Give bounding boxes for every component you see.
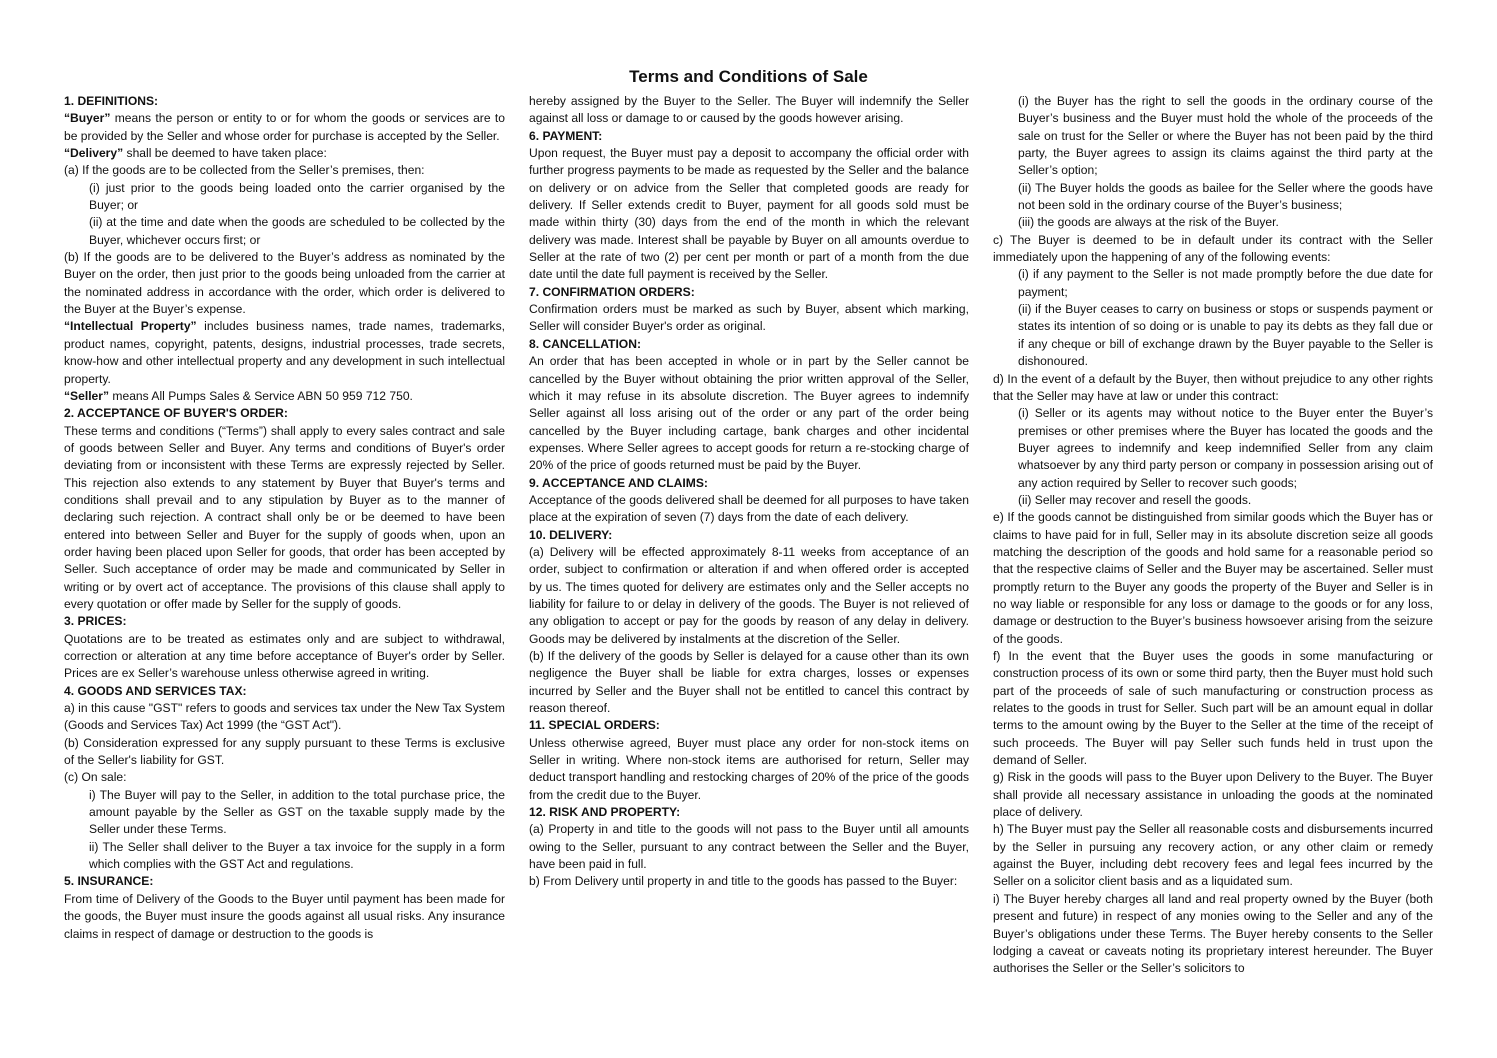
- sub-clause: i) The Buyer will pay to the Seller, in addition to the total purchase price, the amount payable by the Seller as GST on the taxable supply made by the Seller under these Terms.: [89, 787, 505, 837]
- section-heading: 7. CONFIRMATION ORDERS:: [529, 284, 695, 299]
- sub-clause: (ii) Seller may recover and resell the goods.: [1018, 492, 1252, 507]
- paragraph: These terms and conditions (“Terms”) shall apply to every sales contract and sale of goods between Seller and Buyer. Any terms and conditions of Buyer's order deviating from or inconsistent with these Terms are expressly rejected by Seller. This rejection also extends to any statement by Buyer that Buyer's terms and conditions shall prevail and to any stipulation by Buyer as to the manner of declaring such rejection. A contract shall only be or be deemed to have been entered into between Seller and Buyer for the supply of goods when, upon an order having been placed upon Seller for goods, that order has been accepted by Seller. Such acceptance of order may be made and communicated by Seller in writing or by overt act of acceptance. The provisions of this clause shall apply to every quotation or offer made by Seller for the supply of goods.: [64, 423, 505, 611]
- sub-clause: (ii) The Buyer holds the goods as bailee for the Seller where the goods have not been sold in the ordinary course of the Buyer’s business;: [1018, 180, 1433, 213]
- text-column-2: [529, 93, 969, 983]
- section-heading: 5. INSURANCE:: [64, 874, 154, 889]
- paragraph: hereby assigned by the Buyer to the Seller. The Buyer will indemnify the Seller against all loss or damage to or caused by the goods however arising.: [529, 94, 969, 126]
- paragraph: c) The Buyer is deemed to be in default under its contract with the Seller immediately upon the happening of any of the following events:: [993, 232, 1433, 265]
- text-column-3: [993, 93, 1433, 983]
- section-heading: 2. ACCEPTANCE OF BUYER'S ORDER:: [64, 406, 288, 421]
- defined-term: “Delivery”: [64, 146, 124, 161]
- paragraph: g) Risk in the goods will pass to the Buyer upon Delivery to the Buyer. The Buyer shall provide all necessary assistance in unloading the goods at the nominated place of delivery.: [993, 770, 1433, 820]
- paragraph: h) The Buyer must pay the Seller all reasonable costs and disbursements incurred by the Seller in pursuing any recovery action, or any other claim or remedy against the Buyer, including debt recovery fees and legal fees incurred by the Seller on a solicitor client basis and as a liquidated sum.: [993, 822, 1433, 889]
- definition-text: means the person or entity to or for whom the goods or services are to be provided by the Seller and whose order for purchase is accepted by the Seller.: [64, 111, 505, 143]
- defined-term: “Intellectual Property”: [64, 319, 197, 334]
- paragraph: a) in this cause "GST" refers to goods and services tax under the New Tax System (Goods and Services Tax) Act 1999 (the “GST Act").: [64, 701, 505, 733]
- paragraph: From time of Delivery of the Goods to the Buyer until payment has been made for the goods, the Buyer must insure the goods against all usual risks. Any insurance claims in respect of damage or destruction to the goods is: [64, 891, 505, 941]
- paragraph: (b) Consideration expressed for any supply pursuant to these Terms is exclusive of the Seller's liability for GST.: [64, 735, 505, 768]
- definition-text: means All Pumps Sales & Service ABN 50 959 712 750.: [109, 388, 413, 403]
- section-heading: 11. SPECIAL ORDERS:: [529, 718, 660, 733]
- paragraph: (a) If the goods are to be collected from the Seller’s premises, then:: [64, 163, 425, 178]
- paragraph: f) In the event that the Buyer uses the goods in some manufacturing or construction process of its own or some third party, then the Buyer must hold such part of the proceeds of sale of such manufacturing or construction process as relates to the goods in trust for Seller. Such part will be an amount equal in dollar terms to the amount owing by the Buyer to the Seller at the time of the receipt of such proceeds. The Buyer will pay Seller such funds held in trust upon the demand of Seller.: [993, 649, 1433, 768]
- paragraph: Confirmation orders must be marked as such by Buyer, absent which marking, Seller will consider Buyer's order as original.: [529, 302, 969, 334]
- sub-clause: (i) the Buyer has the right to sell the goods in the ordinary course of the Buyer’s business and the Buyer must hold the whole of the proceeds of the sale on trust for the Seller or where the Buyer has not been paid by the third party, the Buyer agrees to assign its claims against the third party at the Seller’s option;: [1018, 94, 1433, 178]
- sub-clause: (ii) at the time and date when the goods are scheduled to be collected by the Buyer, whichever occurs first; or: [89, 215, 505, 247]
- section-heading: 4. GOODS AND SERVICES TAX:: [64, 683, 247, 698]
- section-heading: 10. DELIVERY:: [529, 527, 613, 542]
- paragraph: [64, 388, 505, 405]
- section-heading: 6. PAYMENT:: [529, 128, 603, 143]
- section-heading: 8. CANCELLATION:: [529, 336, 641, 351]
- paragraph: Quotations are to be treated as estimates only and are subject to withdrawal, correction or alteration at any time before acceptance of Buyer's order by Seller. Prices are ex Seller’s warehouse unless otherwise agreed in writing.: [64, 631, 505, 681]
- paragraph: b) From Delivery until property in and title to the goods has passed to the Buyer:: [529, 874, 958, 889]
- paragraph: (c) On sale:: [64, 770, 127, 785]
- paragraph: An order that has been accepted in whole or in part by the Seller cannot be cancelled by the Buyer without obtaining the prior written approval of the Seller, which it may refuse in its absolute discretion. The Buyer agrees to indemnify Seller against all loss arising out of the order or any part of the order being cancelled by the Buyer including cartage, bank charges and other incidental expenses. Where Seller agrees to accept goods for return a re-stocking charge of 20% of the price of goods returned must be paid by the Buyer.: [529, 354, 969, 473]
- paragraph: Unless otherwise agreed, Buyer must place any order for non-stock items on Seller in writing. Where non-stock items are authorised for return, Seller may deduct transport handling and restocking charges of 20% of the price of the goods from the credit due to the Buyer.: [529, 735, 969, 802]
- paragraph: i) The Buyer hereby charges all land and real property owned by the Buyer (both present and future) in respect of any monies owing to the Seller and any of the Buyer’s obligations under these Terms. The Buyer hereby consents to the Seller lodging a caveat or caveats noting its proprietary interest hereunder. The Buyer authorises the Seller or the Seller’s solicitors to: [993, 891, 1433, 976]
- defined-term: “Seller”: [64, 388, 110, 403]
- paragraph: Upon request, the Buyer must pay a deposit to accompany the official order with further progress payments to be made as requested by the Seller and the balance on delivery or on advice from the Seller that completed goods are ready for delivery. If Seller extends credit to Buyer, payment for all goods sold must be made within thirty (30) days from the end of the month in which the relevant delivery was made. Interest shall be payable by Buyer on all amounts overdue to Seller at the rate of two (2) per cent per month or part of a month from the due date until the date full payment is received by the Seller.: [529, 146, 969, 282]
- sub-clause: (i) just prior to the goods being loaded onto the carrier organised by the Buyer; or: [89, 180, 505, 213]
- sub-clause: (i) if any payment to the Seller is not made promptly before the due date for payment;: [1018, 267, 1433, 299]
- paragraph: (a) Delivery will be effected approximately 8-11 weeks from acceptance of an order, subject to confirmation or alteration if and when offered order is accepted by us. The times quoted for delivery are estimates only and the Seller accepts no liability for failure to or delay in delivery of the goods. The Buyer is not relieved of any obligation to accept or pay for the goods by reason of any delay in delivery. Goods may be delivered by instalments at the discretion of the Seller.: [529, 544, 969, 646]
- section-heading: 1. DEFINITIONS:: [64, 94, 159, 108]
- paragraph: (b) If the goods are to be delivered to the Buyer’s address as nominated by the Buyer on the order, then just prior to the goods being unloaded from the carrier at the nominated address in accordance with the order, which order is delivered to the Buyer at the Buyer’s expense.: [64, 250, 505, 317]
- definition-text: shall be deemed to have taken place:: [123, 146, 327, 161]
- paragraph: Acceptance of the goods delivered shall be deemed for all purposes to have taken place at the expiration of seven (7) days from the date of each delivery.: [529, 492, 969, 525]
- text-column-1: [64, 93, 505, 983]
- section-heading: 9. ACCEPTANCE AND CLAIMS:: [529, 475, 708, 490]
- sub-clause: (iii) the goods are always at the risk of the Buyer.: [1018, 215, 1279, 230]
- definition-text: includes business names, trade names, trademarks, product names, copyright, patents, designs, industrial processes, trade secrets, know-how and other intellectual property and any development in such intellectual property.: [64, 319, 505, 386]
- sub-clause: (ii) if the Buyer ceases to carry on business or stops or suspends payment or states its intention of so doing or is unable to pay its debts as they fall due or if any cheque or bill of exchange drawn by the Buyer payable to the Seller is dishonoured.: [1018, 302, 1433, 369]
- paragraph: (a) Property in and title to the goods will not pass to the Buyer until all amounts owing to the Seller, pursuant to any contract between the Seller and the Buyer, have been paid in full.: [529, 822, 969, 872]
- defined-term: “Buyer”: [64, 111, 111, 126]
- paragraph: [64, 110, 505, 145]
- paragraph: e) If the goods cannot be distinguished from similar goods which the Buyer has or claims to have paid for in full, Seller may in its absolute discretion seize all goods matching the description of the goods and hold same for a reasonable period so that the respective claims of Seller and the Buyer may be ascertained. Seller must promptly return to the Buyer any goods the property of the Buyer and Seller is in no way liable or responsible for any loss or damage to the goods or for any loss, damage or destruction to the Buyer’s business howsoever arising from the seizure of the goods.: [993, 510, 1433, 646]
- paragraph: d) In the event of a default by the Buyer, then without prejudice to any other rights that the Seller may have at law or under this contract:: [993, 371, 1433, 403]
- page-title: Terms and Conditions of Sale: [629, 67, 868, 86]
- paragraph: [64, 145, 505, 162]
- section-heading: 3. PRICES:: [64, 614, 127, 629]
- sub-clause: ii) The Seller shall deliver to the Buyer a tax invoice for the supply in a form which complies with the GST Act and regulations.: [89, 839, 505, 872]
- sub-clause: (i) Seller or its agents may without notice to the Buyer enter the Buyer’s premises or other premises where the Buyer has located the goods and the Buyer agrees to indemnify and keep indemnified Seller from any claim whatsoever by any third party person or company in possession arising out of any action required by Seller to recover such goods;: [1018, 406, 1433, 490]
- paragraph: [64, 318, 505, 387]
- paragraph: (b) If the delivery of the goods by Seller is delayed for a cause other than its own negligence the Buyer shall be liable for extra charges, losses or expenses incurred by Seller and the Buyer shall not be entitled to cancel this contract by reason thereof.: [529, 649, 969, 716]
- section-heading: 12. RISK AND PROPERTY:: [529, 805, 681, 820]
